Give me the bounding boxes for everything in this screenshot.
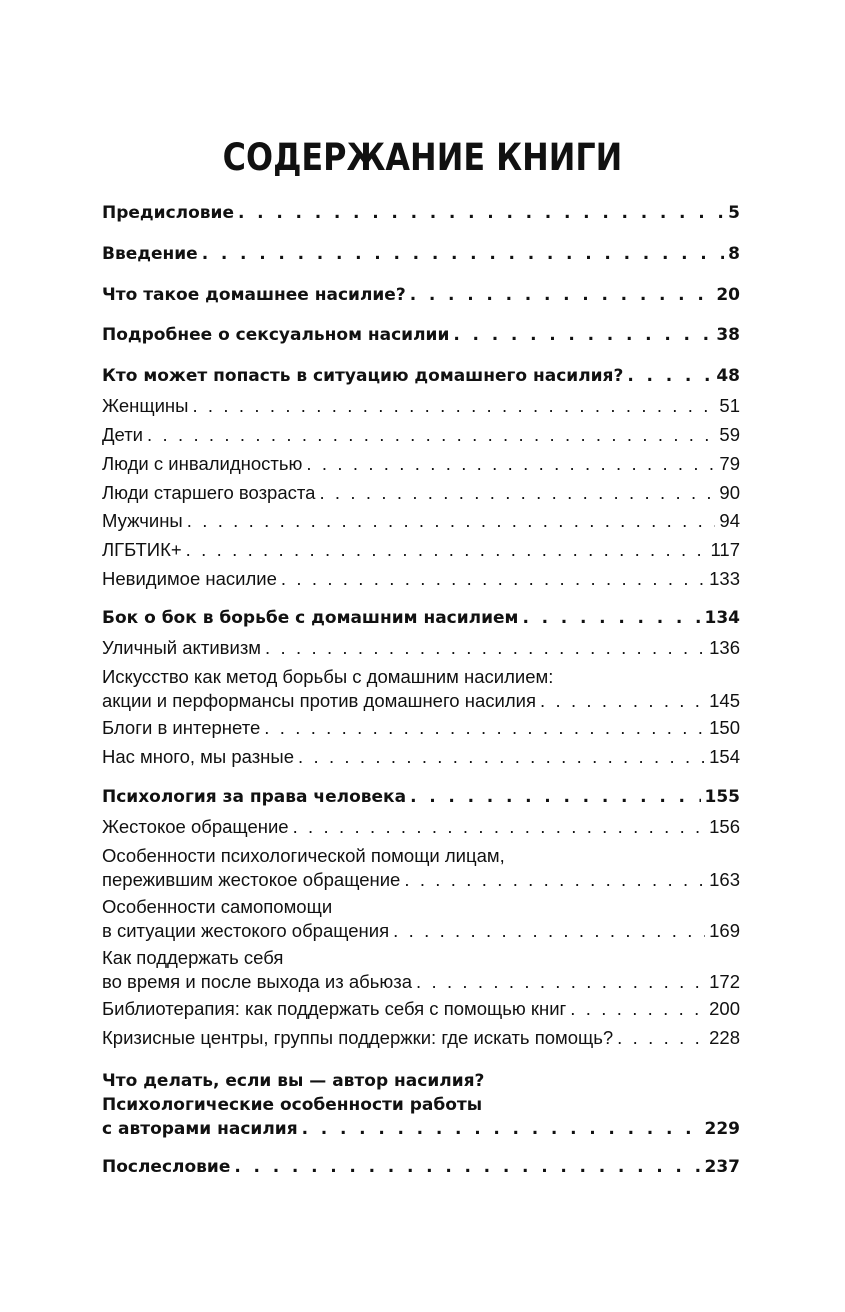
toc-entry-line: Как поддержать себя [102, 947, 284, 968]
dot-leader [264, 716, 705, 740]
toc-subentry [102, 895, 740, 943]
dot-leader [265, 636, 705, 660]
toc-entry-title: Послесловие [102, 1157, 231, 1177]
dot-leader [522, 606, 700, 630]
toc-entry-title: Невидимое насилие [102, 568, 277, 589]
toc-entry [102, 364, 740, 388]
toc-subentry [102, 567, 740, 591]
toc-subentry [102, 394, 740, 418]
toc-subentry [102, 452, 740, 476]
toc-entry-line: Что делать, если вы — автор насилия? [102, 1071, 485, 1091]
toc-entry-page: 154 [709, 746, 740, 767]
toc-entry-page: 90 [719, 482, 740, 503]
toc-entry [102, 1155, 740, 1179]
toc-entry-title: Мужчины [102, 510, 183, 531]
dot-leader [627, 364, 712, 388]
toc-entry-page: 229 [704, 1119, 740, 1139]
dot-leader [416, 970, 705, 994]
dot-leader [570, 997, 705, 1021]
toc-entry-title: Библиотерапия: как поддержать себя с помощью книг [102, 998, 567, 1019]
toc-entry-title: Подробнее о сексуальном насилии [102, 325, 450, 345]
dot-leader [540, 689, 705, 713]
toc-entry-page: 172 [709, 971, 740, 992]
dot-leader [186, 538, 707, 562]
toc-entry-title: Бок о бок в борьбе с домашним насилием [102, 608, 519, 628]
dot-leader [306, 452, 715, 476]
toc-entry-page: 237 [704, 1157, 740, 1177]
dot-leader [234, 1155, 700, 1179]
toc-entry-title: во время и после выхода из абьюза [102, 971, 412, 992]
toc-subentry [102, 1026, 740, 1050]
toc-entry-line: Особенности самопомощи [102, 896, 333, 917]
toc-entry-title: Что такое домашнее насилие? [102, 285, 406, 305]
toc-entry [102, 1069, 740, 1141]
toc-entry-page: 145 [709, 690, 740, 711]
toc-entry [102, 242, 740, 266]
toc-entry [102, 323, 740, 347]
toc-entry-page: 169 [709, 920, 740, 941]
toc-subentry [102, 538, 740, 562]
toc-entry-page: 79 [719, 453, 740, 474]
toc-entry-page: 38 [716, 325, 740, 345]
toc-subentry [102, 844, 740, 892]
toc-entry-title: Уличный активизм [102, 637, 262, 658]
dot-leader [147, 423, 715, 447]
toc-entry-page: 163 [709, 869, 740, 890]
toc-entry-page: 136 [709, 637, 740, 658]
toc-entry-page: 51 [719, 395, 740, 416]
toc-subentry [102, 636, 740, 660]
dot-leader [319, 481, 715, 505]
dot-leader [617, 1026, 705, 1050]
dot-leader [410, 283, 713, 307]
toc-subentry [102, 815, 740, 839]
toc-entry-page: 155 [704, 787, 740, 807]
toc-entry-line: Особенности психологической помощи лицам, [102, 845, 505, 866]
toc-entry-page: 48 [716, 366, 740, 386]
toc-entry-page: 20 [716, 285, 740, 305]
toc-entry [102, 785, 740, 809]
toc-entry-title: Психология за права человека [102, 787, 407, 807]
toc-subentry [102, 481, 740, 505]
toc-entry-line: Искусство как метод борьбы с домашним насилием: [102, 666, 554, 687]
toc-entry-page: 228 [709, 1027, 740, 1048]
toc-entry-title: с авторами насилия [102, 1119, 298, 1139]
dot-leader [202, 242, 724, 266]
toc-entry-title: Кризисные центры, группы поддержки: где искать помощь? [102, 1027, 614, 1048]
toc-subentry [102, 716, 740, 740]
toc-entry-page: 200 [709, 998, 740, 1019]
toc-entry-title: акции и перформансы против домашнего насилия [102, 690, 536, 711]
dot-leader [302, 1117, 701, 1141]
dot-leader [238, 201, 724, 225]
toc-subentry [102, 946, 740, 994]
toc-entry-title: Предисловие [102, 203, 234, 223]
page-title: СОДЕРЖАНИЕ КНИГИ [222, 136, 623, 179]
toc-entry [102, 283, 740, 307]
dot-leader [393, 919, 705, 943]
toc-entry-page: 8 [728, 244, 740, 264]
toc-entry-title: Женщины [102, 395, 189, 416]
dot-leader [281, 567, 705, 591]
toc-entry-title: Блоги в интернете [102, 717, 261, 738]
toc-subentry [102, 745, 740, 769]
toc-subentry [102, 997, 740, 1021]
toc-entry-title: пережившим жестокое обращение [102, 869, 401, 890]
dot-leader [187, 509, 716, 533]
toc-subentry [102, 423, 740, 447]
dot-leader [298, 745, 705, 769]
toc-entry-page: 150 [709, 717, 740, 738]
toc-entry-title: Жестокое обращение [102, 816, 289, 837]
toc-entry-title: Люди старшего возраста [102, 482, 316, 503]
toc-entry-page: 133 [709, 568, 740, 589]
dot-leader [192, 394, 715, 418]
table-of-contents [102, 0, 740, 1312]
toc-entry-title: ЛГБТИК+ [102, 539, 182, 560]
toc-entry-page: 156 [709, 816, 740, 837]
toc-entry-page: 59 [719, 424, 740, 445]
dot-leader [293, 815, 706, 839]
toc-entry-title: Дети [102, 424, 144, 445]
toc-entry-page: 5 [728, 203, 740, 223]
dot-leader [410, 785, 700, 809]
toc-entry-page: 117 [710, 539, 740, 560]
toc-entry-title: Нас много, мы разные [102, 746, 294, 767]
toc-entry-page: 94 [719, 510, 740, 531]
toc-entry-title: Люди с инвалидностью [102, 453, 303, 474]
toc-entry-title: Введение [102, 244, 198, 264]
toc-entry-title: Кто может попасть в ситуацию домашнего насилия? [102, 366, 624, 386]
toc-entry-title: в ситуации жестокого обращения [102, 920, 390, 941]
toc-entry-page: 134 [704, 608, 740, 628]
dot-leader [453, 323, 712, 347]
toc-entry [102, 606, 740, 630]
toc-entry-line: Психологические особенности работы [102, 1095, 483, 1115]
toc-subentry [102, 665, 740, 713]
dot-leader [404, 868, 705, 892]
toc-entry [102, 201, 740, 225]
toc-subentry [102, 509, 740, 533]
